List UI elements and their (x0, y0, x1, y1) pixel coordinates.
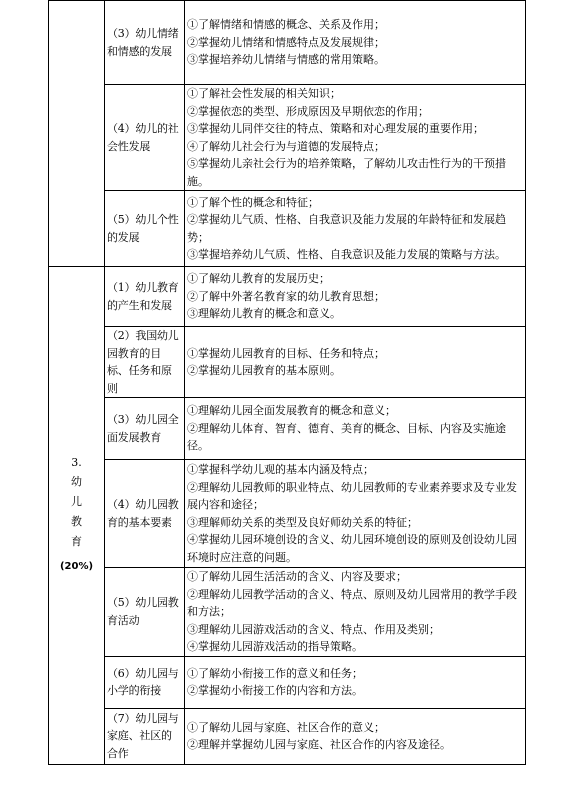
requirements-cell (185, 267, 526, 327)
list-item: ①掌握科学幼儿观的基本内涵及特点； (187, 463, 374, 476)
topic-cell: （1）幼儿教育的产生和发展 (105, 267, 185, 327)
table-row (49, 1, 526, 85)
section-percent: (20%) (59, 561, 94, 573)
list-item: ③理解师幼关系的类型及良好师幼关系的特征； (187, 515, 418, 529)
requirements-cell (185, 708, 526, 764)
section-label (51, 454, 102, 576)
topic-cell: （6）幼儿园与小学的衔接 (105, 656, 185, 708)
table-row (49, 656, 526, 708)
list-item: ①了解幼小衔接工作的意义和任务； (187, 666, 363, 680)
topic-cell: （4）幼儿园教育的基本要素 (105, 460, 185, 568)
requirements-cell (185, 191, 526, 267)
requirements-list (187, 402, 523, 455)
requirements-list (187, 16, 523, 69)
list-item: ①了解个性的概念和特征； (187, 195, 319, 209)
list-item: ①理解幼儿园全面发展教育的概念和意义； (187, 404, 396, 418)
syllabus-table (48, 0, 526, 765)
topic-cell: （3）幼儿园全面发展教育 (105, 398, 185, 460)
list-item: ③掌握幼儿同伴交往的特点、策略和对心理发展的重要作用； (187, 122, 484, 135)
table-row (49, 708, 526, 764)
list-item: ④掌握幼儿园环境创设的含义、幼儿园环境创设的原则及创设幼儿园环境时应注意的问题。 (187, 533, 517, 564)
list-item: ②掌握幼儿园教育的基本原则。 (187, 364, 341, 377)
section-title-char: 儿 (71, 495, 82, 509)
requirements-list (187, 345, 523, 380)
list-item: ④了解幼儿社会行为与道德的发展特点； (187, 139, 385, 153)
requirements-cell (185, 85, 526, 191)
requirements-cell (185, 656, 526, 708)
list-item: ①了解幼儿园与家庭、社区合作的意义； (187, 720, 385, 734)
list-item: ③掌握培养幼儿情绪与情感的常用策略。 (187, 53, 385, 67)
section-title-char: 幼 (71, 475, 82, 489)
topic-cell: （2）我国幼儿园教育的目标、任务和原则 (105, 327, 185, 398)
requirements-list (187, 270, 523, 323)
list-item: ①掌握幼儿园教育的目标、任务和特点； (187, 346, 385, 360)
requirements-list (187, 568, 523, 656)
requirements-list (187, 85, 523, 190)
list-item: ①了解幼儿园生活活动的含义、内容及要求； (187, 570, 407, 583)
topic-cell: （5）幼儿园教育活动 (105, 568, 185, 657)
list-item: ②理解幼儿体育、智育、德育、美育的概念、目标、内容及实施途径。 (187, 421, 506, 453)
table-row (49, 568, 526, 657)
section-title (51, 472, 102, 552)
table-row (49, 327, 526, 398)
table-row (49, 398, 526, 460)
list-item: ②掌握幼儿气质、性格、自我意识及能力发展的年龄特征和发展趋势； (187, 213, 506, 244)
list-item: ①了解情绪和情感的概念、关系及作用； (187, 18, 385, 32)
list-item: ③理解幼儿教育的概念和意义。 (187, 307, 341, 321)
section-title-char: 教 (71, 515, 82, 529)
requirements-list (187, 665, 523, 700)
list-item: ②理解幼儿园教学活动的含义、特点、原则及幼儿园常用的教学手段和方法； (187, 587, 517, 618)
requirements-cell (185, 327, 526, 398)
table-row (49, 85, 526, 191)
list-item: ①了解幼儿教育的发展历史； (187, 272, 330, 286)
list-item: ②掌握幼儿情绪和情感特点及发展规律； (187, 35, 385, 49)
list-item: ④掌握幼儿园游戏活动的指导策略。 (187, 640, 363, 653)
list-item: ②理解并掌握幼儿园与家庭、社区合作的内容及途径。 (187, 738, 451, 751)
requirements-cell (185, 460, 526, 568)
topic-cell: （5）幼儿个性的发展 (105, 191, 185, 267)
table-row (49, 460, 526, 568)
requirements-list (187, 461, 523, 566)
requirements-list (187, 194, 523, 264)
requirements-cell (185, 398, 526, 460)
requirements-cell (185, 568, 526, 657)
topic-cell: （3）幼儿情绪和情感的发展 (105, 1, 185, 85)
list-item: ②理解幼儿园教师的职业特点、幼儿园教师的专业素养要求及专业发展内容和途径； (187, 480, 517, 511)
section-title-char: 育 (71, 535, 82, 549)
list-item: ⑤掌握幼儿亲社会行为的培养策略，了解幼儿攻击性行为的干预措施。 (187, 157, 506, 188)
list-item: ②了解中外著名教育家的幼儿教育思想； (187, 289, 385, 303)
prev-section-cell (49, 1, 105, 267)
section-number: 3. (71, 456, 82, 470)
requirements-list (187, 719, 523, 754)
list-item: ②掌握依恋的类型、形成原因及早期依恋的作用； (187, 104, 429, 118)
list-item: ②掌握幼小衔接工作的内容和方法。 (187, 684, 363, 697)
list-item: ③理解幼儿园游戏活动的含义、特点、作用及类别； (187, 622, 440, 636)
table-row (49, 267, 526, 327)
list-item: ③掌握培养幼儿气质、性格、自我意识及能力发展的策略与方法。 (187, 248, 506, 261)
topic-cell: （7）幼儿园与家庭、社区的合作 (105, 708, 185, 764)
table-row (49, 191, 526, 267)
requirements-cell (185, 1, 526, 85)
section-label-cell (49, 267, 105, 765)
topic-cell: （4）幼儿的社会性发展 (105, 85, 185, 191)
list-item: ①了解社会性发展的相关知识； (187, 87, 341, 100)
